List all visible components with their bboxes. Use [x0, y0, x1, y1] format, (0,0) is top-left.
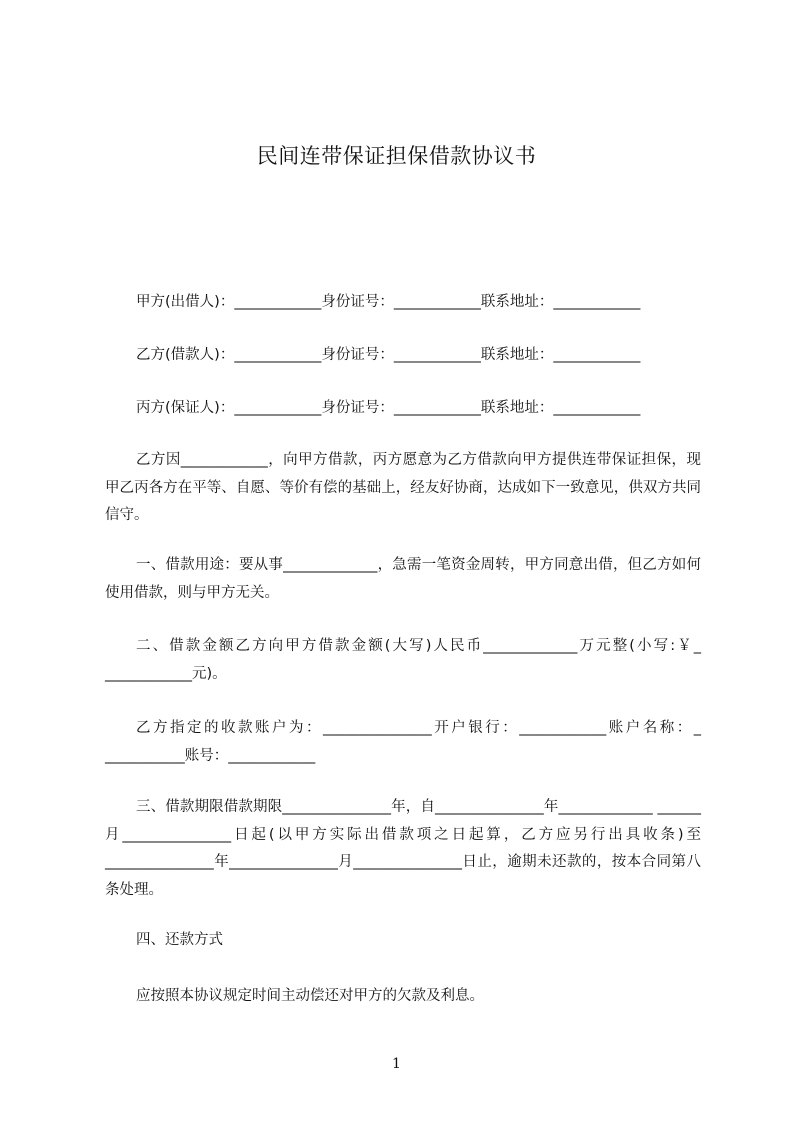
clause-2-amount: 二、借款金额乙方向甲方借款金额(大写)人民币_____________万元整(小写:￥_ ____________元)。: [105, 638, 701, 682]
receiving-account-paragraph: 乙方指定的收款账户为：_______________开户银行：____________账户名称：_ ___________账号：____________: [105, 720, 701, 764]
clause-3-term: 三、借款期限借款期限_______________年，自_______________年_____________ ______月_______________日起(以甲方实际出借款项之日起算，乙方应另行出具收条)至_______________年_______________月_______________日止，逾期未还款的，按本合同第八条处理。: [105, 799, 701, 898]
party-c-line: 丙方(保证人)：____________身份证号：____________联系地址：____________: [136, 400, 641, 416]
intro-paragraph: 乙方因____________，向甲方借款，丙方愿意为乙方借款向甲方提供连带保证担保，现甲乙丙各方在平等、自愿、等价有偿的基础上，经友好协商，达成如下一致意见，供双方共同信守。: [105, 452, 701, 523]
party-b-line: 乙方(借款人)：____________身份证号：____________联系地址：____________: [136, 347, 641, 363]
clause-4-heading: 四、还款方式: [136, 932, 223, 948]
party-a-line: 甲方(出借人)：____________身份证号：____________联系地址：____________: [136, 294, 641, 310]
document-title: 民间连带保证担保借款协议书: [256, 144, 537, 168]
repayment-paragraph: 应按照本协议规定时间主动偿还对甲方的欠款及利息。: [136, 988, 484, 1004]
clause-1-purpose: 一、借款用途：要从事_____________，急需一笔资金周转，甲方同意出借，但乙方如何使用借款，则与甲方无关。: [105, 557, 701, 601]
page-number: 1: [392, 1056, 401, 1072]
